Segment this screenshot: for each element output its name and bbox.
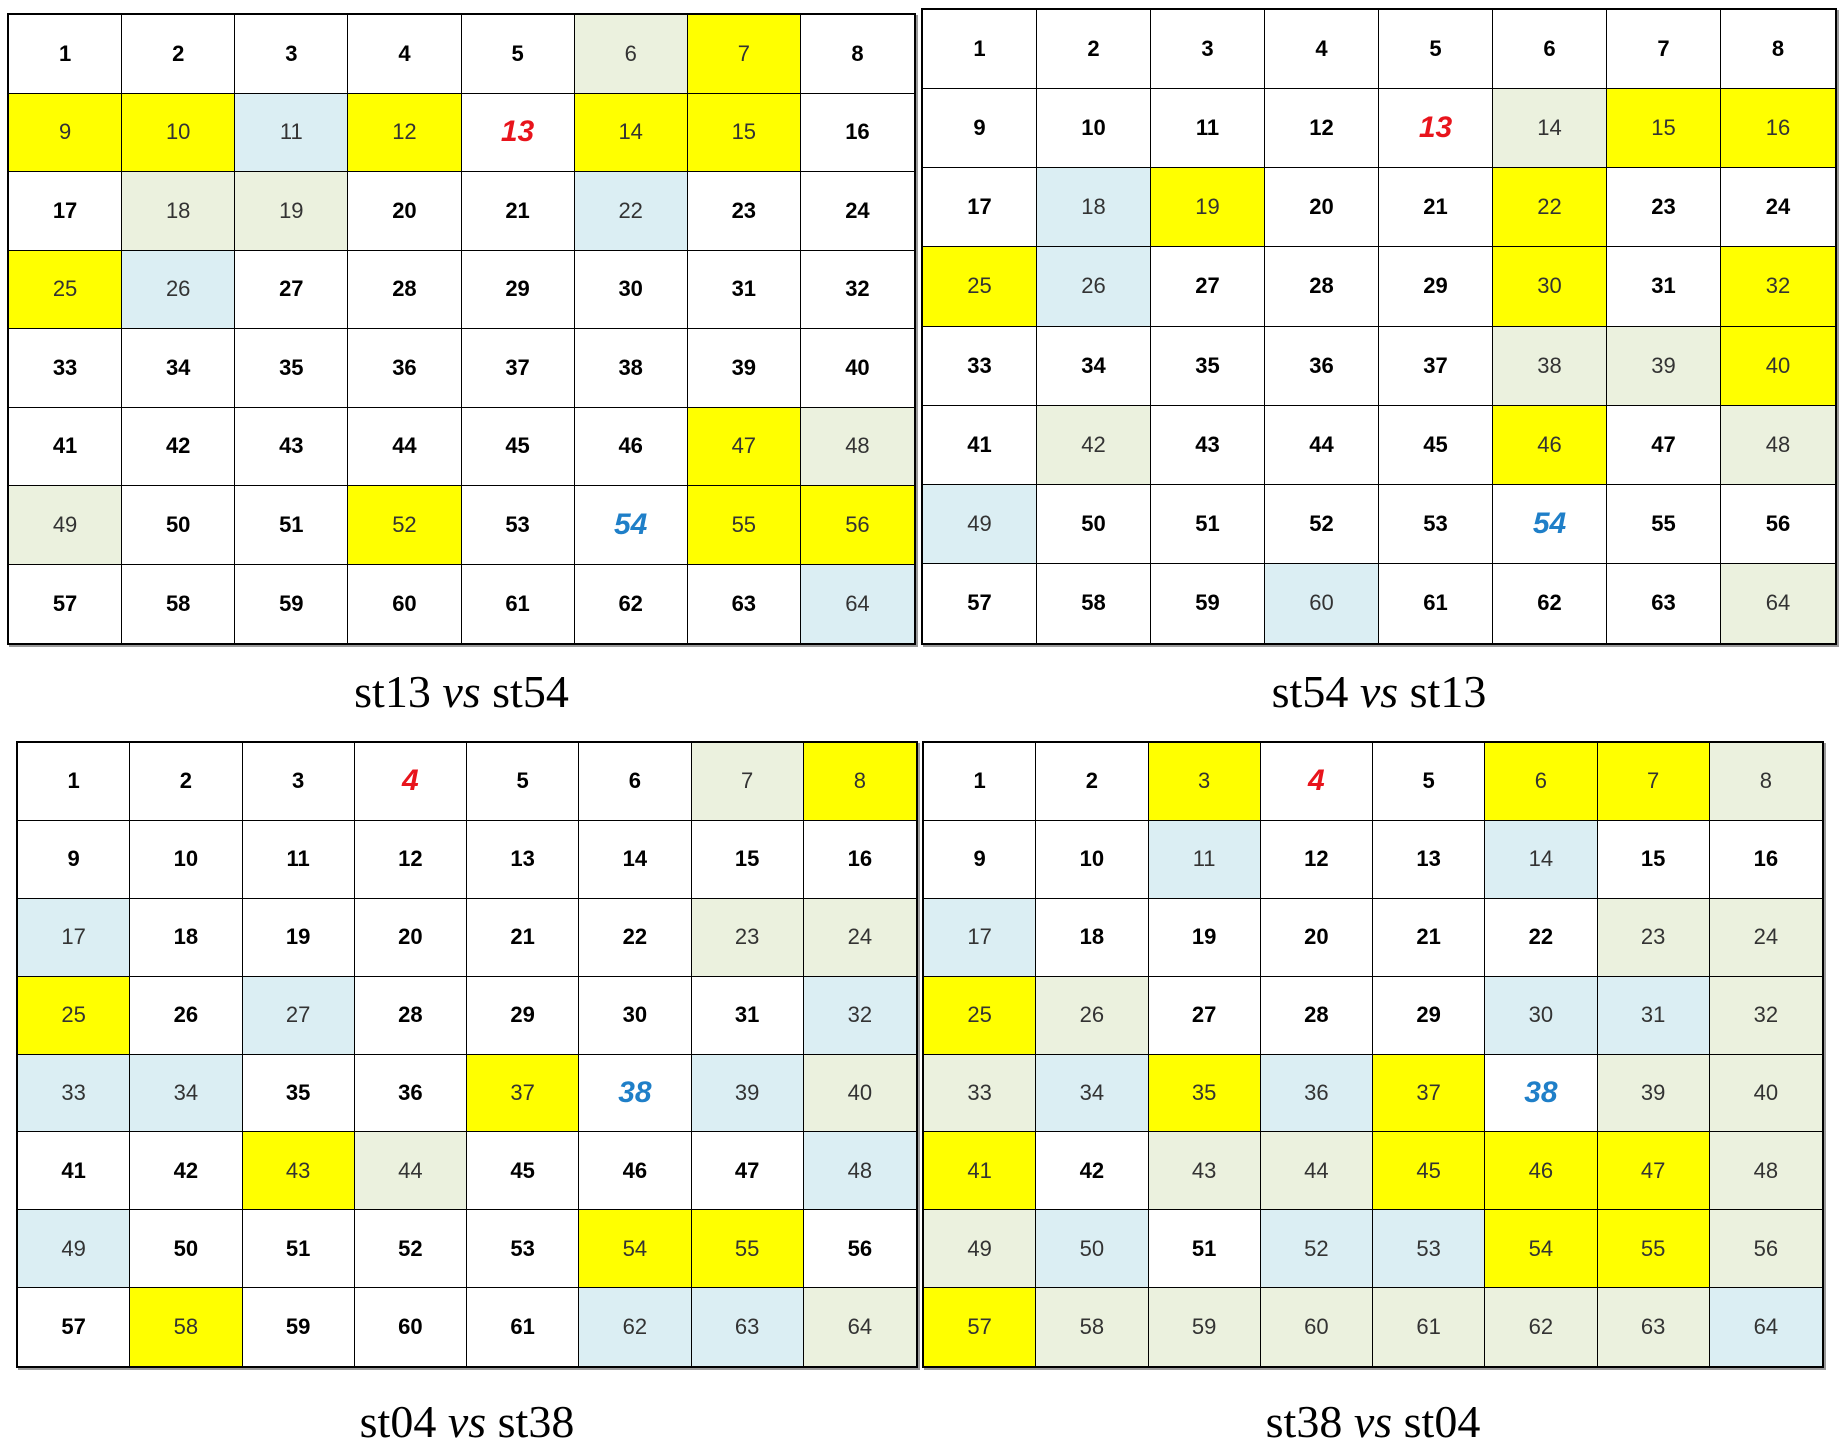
board-cell-25: 25 [9,251,122,330]
board-cell-48: 48 [801,408,914,487]
board-cell-27: 27 [1151,247,1265,326]
board-cell-57: 57 [924,1288,1036,1366]
board-cell-19: 19 [235,172,348,251]
caption-vs: vs [447,1396,487,1447]
board-cell-8: 8 [1710,743,1822,821]
board-cell-10: 10 [1037,89,1151,168]
board-cell-64: 64 [801,565,914,644]
board-cell-45: 45 [467,1132,579,1210]
board-cell-5: 5 [1379,10,1493,89]
board-cell-60: 60 [355,1288,467,1366]
board-cell-53: 53 [467,1210,579,1288]
board-cell-7: 7 [1607,10,1721,89]
board-cell-59: 59 [1149,1288,1261,1366]
board-cell-49: 49 [18,1210,130,1288]
board-cell-59: 59 [235,565,348,644]
board-cell-19: 19 [1151,168,1265,247]
board-cell-8: 8 [1721,10,1835,89]
board-cell-16: 16 [801,94,914,173]
board-cell-36: 36 [1261,1055,1373,1133]
board-cell-60: 60 [348,565,461,644]
board-cell-57: 57 [9,565,122,644]
board-cell-3: 3 [1149,743,1261,821]
caption-first: st13 [354,666,431,717]
board-cell-54-highlight: 54 [1493,485,1607,564]
board-cell-12: 12 [1265,89,1379,168]
board-cell-28: 28 [348,251,461,330]
caption-second: st38 [497,1396,575,1447]
board-cell-22: 22 [575,172,688,251]
board-cell-5: 5 [1373,743,1485,821]
board-cell-43: 43 [243,1132,355,1210]
board-cell-23: 23 [688,172,801,251]
board-cell-9: 9 [18,821,130,899]
caption-first: st38 [1265,1396,1343,1447]
board-cell-47: 47 [1607,406,1721,485]
board-cell-1: 1 [924,743,1036,821]
board-cell-35: 35 [235,329,348,408]
board-cell-40: 40 [1710,1055,1822,1133]
board-cell-42: 42 [130,1132,242,1210]
board-cell-62: 62 [575,565,688,644]
board-cell-39: 39 [1598,1055,1710,1133]
board-cell-53: 53 [1379,485,1493,564]
board-cell-25: 25 [924,977,1036,1055]
board-cell-50: 50 [122,486,235,565]
board-cell-27: 27 [235,251,348,330]
board-cell-46: 46 [575,408,688,487]
board-cell-2: 2 [1036,743,1148,821]
board-cell-7: 7 [692,743,804,821]
board-cell-63: 63 [1607,564,1721,643]
board-cell-33: 33 [9,329,122,408]
board-cell-5: 5 [462,15,575,94]
board-cell-54: 54 [579,1210,691,1288]
board-cell-56: 56 [1721,485,1835,564]
board-cell-28: 28 [1265,247,1379,326]
board-cell-39: 39 [1607,327,1721,406]
board-cell-14: 14 [1485,821,1597,899]
board-cell-9: 9 [9,94,122,173]
board-cell-42: 42 [122,408,235,487]
board-cell-15: 15 [688,94,801,173]
caption-vs: vs [1353,1396,1393,1447]
board-cell-35: 35 [243,1055,355,1133]
board-cell-23: 23 [1607,168,1721,247]
board-cell-23: 23 [692,899,804,977]
board-cell-51: 51 [235,486,348,565]
board-cell-13-highlight: 13 [1379,89,1493,168]
board-cell-50: 50 [1037,485,1151,564]
board-cell-27: 27 [243,977,355,1055]
board-cell-52: 52 [1261,1210,1373,1288]
board-cell-9: 9 [923,89,1037,168]
board-cell-20: 20 [1265,168,1379,247]
board-cell-24: 24 [804,899,916,977]
board-cell-63: 63 [692,1288,804,1366]
board-cell-33: 33 [18,1055,130,1133]
board-cell-10: 10 [1036,821,1148,899]
board-cell-36: 36 [1265,327,1379,406]
board-cell-53: 53 [462,486,575,565]
board-cell-36: 36 [355,1055,467,1133]
board-cell-34: 34 [1036,1055,1148,1133]
board-cell-46: 46 [1493,406,1607,485]
board-cell-1: 1 [9,15,122,94]
board-cell-62: 62 [1485,1288,1597,1366]
board-cell-21: 21 [462,172,575,251]
board-cell-4-highlight: 4 [355,743,467,821]
board-cell-11: 11 [1151,89,1265,168]
board-cell-62: 62 [1493,564,1607,643]
board-cell-24: 24 [1710,899,1822,977]
board-cell-38-highlight: 38 [1485,1055,1597,1133]
board-cell-7: 7 [688,15,801,94]
board-cell-20: 20 [348,172,461,251]
board-cell-61: 61 [467,1288,579,1366]
board-grid [921,8,1837,645]
board-cell-58: 58 [130,1288,242,1366]
board-cell-31: 31 [1598,977,1710,1055]
board-cell-37: 37 [462,329,575,408]
board-cell-43: 43 [235,408,348,487]
board-cell-18: 18 [130,899,242,977]
board-cell-54: 54 [1485,1210,1597,1288]
caption-vs: vs [1359,666,1399,717]
board-cell-22: 22 [1485,899,1597,977]
board-cell-15: 15 [1607,89,1721,168]
board-cell-16: 16 [804,821,916,899]
board-cell-28: 28 [355,977,467,1055]
board-cell-64: 64 [804,1288,916,1366]
board-cell-55: 55 [1607,485,1721,564]
board-cell-22: 22 [1493,168,1607,247]
board-cell-3: 3 [1151,10,1265,89]
board-cell-16: 16 [1721,89,1835,168]
board-cell-49: 49 [924,1210,1036,1288]
board-cell-18: 18 [1037,168,1151,247]
caption-second: st13 [1409,666,1487,717]
board-cell-21: 21 [467,899,579,977]
board-cell-10: 10 [122,94,235,173]
board-cell-49: 49 [923,485,1037,564]
board-cell-59: 59 [1151,564,1265,643]
board-cell-44: 44 [348,408,461,487]
board-cell-42: 42 [1037,406,1151,485]
caption-second: st04 [1403,1396,1481,1447]
board-cell-19: 19 [243,899,355,977]
board-cell-21: 21 [1373,899,1485,977]
board-cell-44: 44 [1265,406,1379,485]
board-cell-54-highlight: 54 [575,486,688,565]
board-cell-38-highlight: 38 [579,1055,691,1133]
panel-caption [922,1395,1824,1448]
board-cell-6: 6 [579,743,691,821]
board-cell-6: 6 [575,15,688,94]
board-cell-57: 57 [18,1288,130,1366]
board-cell-55: 55 [1598,1210,1710,1288]
board-cell-17: 17 [18,899,130,977]
board-cell-3: 3 [235,15,348,94]
board-cell-49: 49 [9,486,122,565]
caption-second: st54 [492,666,569,717]
board-cell-32: 32 [1721,247,1835,326]
board-grid [922,741,1824,1368]
board-cell-45: 45 [1379,406,1493,485]
board-cell-38: 38 [575,329,688,408]
board-cell-14: 14 [579,821,691,899]
board-cell-5: 5 [467,743,579,821]
board-cell-6: 6 [1493,10,1607,89]
board-cell-60: 60 [1261,1288,1373,1366]
board-cell-13: 13 [1373,821,1485,899]
panel-caption [7,665,916,718]
board-cell-11: 11 [1149,821,1261,899]
board-cell-59: 59 [243,1288,355,1366]
board-cell-15: 15 [692,821,804,899]
board-cell-17: 17 [924,899,1036,977]
board-cell-52: 52 [1265,485,1379,564]
board-cell-29: 29 [1379,247,1493,326]
board-cell-47: 47 [688,408,801,487]
board-cell-46: 46 [1485,1132,1597,1210]
board-cell-10: 10 [130,821,242,899]
board-cell-55: 55 [692,1210,804,1288]
board-cell-13: 13 [467,821,579,899]
board-cell-52: 52 [355,1210,467,1288]
board-cell-56: 56 [1710,1210,1822,1288]
board-cell-4-highlight: 4 [1261,743,1373,821]
board-cell-28: 28 [1261,977,1373,1055]
board-cell-30: 30 [575,251,688,330]
board-cell-22: 22 [579,899,691,977]
board-cell-48: 48 [804,1132,916,1210]
board-cell-20: 20 [1261,899,1373,977]
board-cell-37: 37 [467,1055,579,1133]
board-cell-30: 30 [1493,247,1607,326]
board-cell-40: 40 [801,329,914,408]
board-cell-15: 15 [1598,821,1710,899]
board-cell-55: 55 [688,486,801,565]
board-cell-39: 39 [688,329,801,408]
board-cell-14: 14 [1493,89,1607,168]
board-cell-2: 2 [122,15,235,94]
board-grid [7,13,916,645]
caption-first: st54 [1271,666,1349,717]
board-cell-60: 60 [1265,564,1379,643]
board-cell-12: 12 [355,821,467,899]
board-cell-53: 53 [1373,1210,1485,1288]
board-cell-38: 38 [1493,327,1607,406]
panel-caption [921,665,1837,718]
board-cell-9: 9 [924,821,1036,899]
board-cell-18: 18 [122,172,235,251]
board-cell-50: 50 [130,1210,242,1288]
board-cell-43: 43 [1151,406,1265,485]
board-cell-62: 62 [579,1288,691,1366]
board-cell-33: 33 [924,1055,1036,1133]
board-cell-40: 40 [804,1055,916,1133]
board-cell-37: 37 [1379,327,1493,406]
board-cell-61: 61 [1379,564,1493,643]
board-cell-47: 47 [692,1132,804,1210]
board-cell-6: 6 [1485,743,1597,821]
board-cell-61: 61 [462,565,575,644]
board-cell-56: 56 [804,1210,916,1288]
board-cell-35: 35 [1149,1055,1261,1133]
board-cell-26: 26 [1037,247,1151,326]
board-cell-34: 34 [130,1055,242,1133]
board-cell-51: 51 [243,1210,355,1288]
board-cell-29: 29 [462,251,575,330]
board-cell-32: 32 [801,251,914,330]
board-cell-42: 42 [1036,1132,1148,1210]
board-cell-43: 43 [1149,1132,1261,1210]
board-cell-18: 18 [1036,899,1148,977]
board-cell-3: 3 [243,743,355,821]
board-cell-29: 29 [467,977,579,1055]
board-cell-41: 41 [18,1132,130,1210]
board-cell-34: 34 [122,329,235,408]
panel-caption [16,1395,918,1448]
board-cell-20: 20 [355,899,467,977]
board-cell-58: 58 [122,565,235,644]
board-cell-26: 26 [1036,977,1148,1055]
board-cell-51: 51 [1149,1210,1261,1288]
board-cell-44: 44 [1261,1132,1373,1210]
board-cell-7: 7 [1598,743,1710,821]
board-cell-8: 8 [804,743,916,821]
board-cell-17: 17 [923,168,1037,247]
board-cell-57: 57 [923,564,1037,643]
board-cell-32: 32 [804,977,916,1055]
board-cell-40: 40 [1721,327,1835,406]
board-cell-23: 23 [1598,899,1710,977]
board-cell-4: 4 [348,15,461,94]
board-cell-19: 19 [1149,899,1261,977]
board-cell-45: 45 [1373,1132,1485,1210]
board-cell-36: 36 [348,329,461,408]
board-cell-1: 1 [18,743,130,821]
caption-first: st04 [359,1396,437,1447]
board-cell-31: 31 [688,251,801,330]
board-cell-41: 41 [9,408,122,487]
board-cell-1: 1 [923,10,1037,89]
board-cell-58: 58 [1036,1288,1148,1366]
board-cell-64: 64 [1721,564,1835,643]
board-cell-31: 31 [1607,247,1721,326]
board-cell-8: 8 [801,15,914,94]
board-cell-26: 26 [130,977,242,1055]
board-cell-34: 34 [1037,327,1151,406]
board-cell-39: 39 [692,1055,804,1133]
board-cell-24: 24 [1721,168,1835,247]
board-cell-48: 48 [1710,1132,1822,1210]
board-cell-51: 51 [1151,485,1265,564]
board-cell-16: 16 [1710,821,1822,899]
board-cell-52: 52 [348,486,461,565]
caption-vs: vs [442,666,481,717]
board-cell-63: 63 [688,565,801,644]
board-cell-58: 58 [1037,564,1151,643]
board-cell-44: 44 [355,1132,467,1210]
board-cell-41: 41 [924,1132,1036,1210]
board-cell-41: 41 [923,406,1037,485]
board-cell-33: 33 [923,327,1037,406]
board-cell-11: 11 [235,94,348,173]
board-cell-30: 30 [579,977,691,1055]
board-cell-45: 45 [462,408,575,487]
board-cell-37: 37 [1373,1055,1485,1133]
board-cell-17: 17 [9,172,122,251]
board-cell-48: 48 [1721,406,1835,485]
board-cell-47: 47 [1598,1132,1710,1210]
board-cell-31: 31 [692,977,804,1055]
board-cell-27: 27 [1149,977,1261,1055]
board-cell-2: 2 [130,743,242,821]
board-cell-24: 24 [801,172,914,251]
board-cell-14: 14 [575,94,688,173]
board-cell-12: 12 [1261,821,1373,899]
board-cell-46: 46 [579,1132,691,1210]
board-grid [16,741,918,1368]
board-cell-4: 4 [1265,10,1379,89]
board-cell-30: 30 [1485,977,1597,1055]
board-cell-13-highlight: 13 [462,94,575,173]
board-cell-56: 56 [801,486,914,565]
board-cell-35: 35 [1151,327,1265,406]
board-cell-2: 2 [1037,10,1151,89]
board-cell-63: 63 [1598,1288,1710,1366]
board-cell-29: 29 [1373,977,1485,1055]
board-cell-25: 25 [18,977,130,1055]
board-cell-50: 50 [1036,1210,1148,1288]
board-cell-12: 12 [348,94,461,173]
board-cell-32: 32 [1710,977,1822,1055]
board-cell-21: 21 [1379,168,1493,247]
board-cell-11: 11 [243,821,355,899]
board-cell-25: 25 [923,247,1037,326]
board-cell-64: 64 [1710,1288,1822,1366]
board-cell-61: 61 [1373,1288,1485,1366]
board-cell-26: 26 [122,251,235,330]
